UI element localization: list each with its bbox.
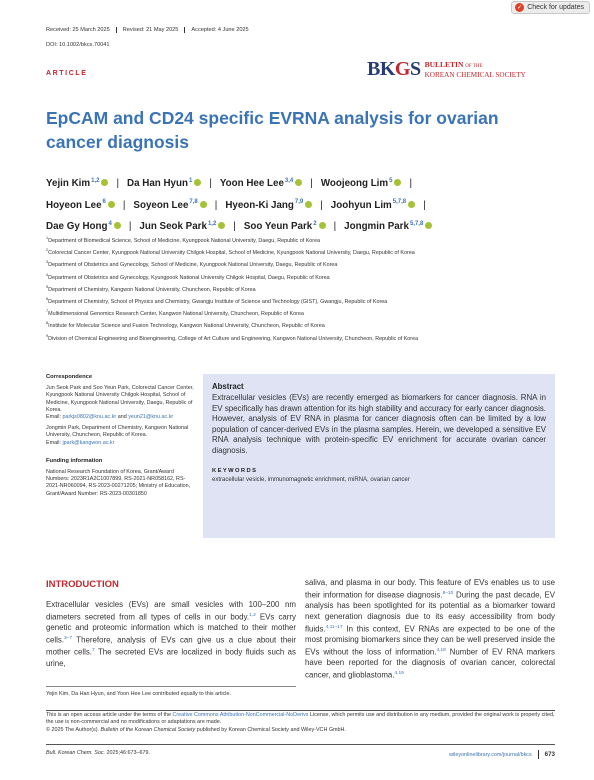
affiliation-item: $^3$Department of Obstetrics and Gynecology, School of Medicine, Kyungpook National University, Daegu, Republic of Korea <box>46 260 338 269</box>
article-title: EpCAM and CD24 specific EVRNA analysis for ovarian cancer diagnosis <box>46 108 499 152</box>
affiliation-list <box>46 236 556 346</box>
affiliation-item: $^9$Division of Chemical Engineering and Bioengineering, College of Art Culture and Engineering, Kangwon National University, Chuncheon, Republic of Korea <box>46 333 419 342</box>
page-divider <box>538 750 539 759</box>
author <box>244 221 326 232</box>
author-affiliation-ref: 3,4 <box>284 178 294 184</box>
author-name: Hyeon-Ki Jang <box>225 199 294 211</box>
correspondence-heading: Correspondence <box>46 374 93 380</box>
author-affiliation-ref: 4 <box>108 220 112 227</box>
orcid-icon[interactable] <box>101 179 108 186</box>
check-updates-icon: ✓ <box>517 5 523 11</box>
author-separator: | <box>423 199 426 211</box>
journal-citation-name: Bull. Korean Chem. Soc. <box>46 750 106 756</box>
email-link-3[interactable]: jpark@kangwon.ac.kr <box>62 439 115 446</box>
keywords-heading: KEYWORDS <box>212 467 258 474</box>
author <box>220 178 302 189</box>
author-name: Woojeong Lim <box>320 178 389 190</box>
orcid-icon[interactable] <box>305 201 312 208</box>
author-affiliation-ref: 5,7,8 <box>392 199 407 206</box>
page-number: 673 <box>544 751 555 758</box>
affiliation-item: $^5$Department of Chemistry, Kangwon National University, Chuncheon, Republic of Korea <box>46 284 256 293</box>
journal-logo <box>367 58 526 81</box>
contribution-footnote: Yejin Kim, Da Han Hyun, and Yoon Hee Lee contributed equally to this article. <box>46 686 296 697</box>
author-separator: | <box>122 199 126 211</box>
author-affiliation-ref: 5,7,8 <box>409 220 424 227</box>
email-link-1[interactable]: parkjs0802@knu.ac.kr <box>62 414 117 421</box>
author <box>127 178 201 189</box>
author-name: Soyeon Lee <box>133 199 189 211</box>
article-dates <box>46 27 261 33</box>
author <box>46 200 115 211</box>
journal-citation: 2025;46:673–679. <box>105 750 150 756</box>
orcid-icon[interactable] <box>194 179 201 186</box>
orcid-icon[interactable] <box>394 179 401 186</box>
author-name: Dae Gy Hong <box>46 220 108 232</box>
author-name: Hoyeon Lee <box>46 199 102 211</box>
affiliation-item: $^7$Multidimensional Genomics Research Center, Kangwon National University, Chuncheon, Republic of Korea <box>46 309 304 317</box>
author-name: Yoon Hee Lee <box>219 178 284 190</box>
funding-text: National Research Foundation of Korea, Grant/Award Numbers: 2023R1A2C1007899, RS-2021-NR058162, RS-2021-NR060094, RS-2023-00271205; Ministry of Education, Grant/Award Number: RS-2023-00301850 <box>46 469 191 497</box>
email-link-2[interactable]: yeun21@knu.ac.kr <box>128 414 174 421</box>
author-separator: | <box>409 178 413 190</box>
orcid-icon[interactable] <box>218 222 225 229</box>
author-separator: | <box>333 220 337 232</box>
orcid-icon[interactable] <box>200 201 207 208</box>
author <box>139 221 225 232</box>
orcid-icon[interactable] <box>319 222 326 229</box>
author-name: Yejin Kim <box>46 178 91 190</box>
author-affiliation-ref: 1 <box>188 178 193 184</box>
author-name: Da Han Hyun <box>127 178 188 190</box>
author-separator: | <box>128 220 132 232</box>
date-received: Received: 25 March 2025 <box>46 27 117 33</box>
affiliation-item: $^4$Department of Obstetrics and Gynecology, Kyungpook National University Chilgok Hospital, Daegu, Republic of Korea <box>46 272 330 281</box>
correspondence-block-2: Jongmin Park, Department of Chemistry, Kangwon National University, Chuncheon, Republic of Korea. Email: jpark@kangwon.ac.kr <box>46 425 189 446</box>
author-separator: | <box>310 178 313 190</box>
intro-column-2: saliva, and plasma in our body. This feature of EVs enables us to use their information for disease diagnosis.$^{8-10}$ During the past decade, EV analysis has been spotlighted for its potential as a biomarker toward next generation diagnosis due to its easy accessibility from body fluids.$^{4,11-17}$ In this context, EV RNAs are expected to be one of the most promising biomarkers since they can be well preserved inside the EVs without the loss of information.$^{4,18}$ Number of EV RNA markers have been reported for the diagnosis of ovarian cancer, colorectal cancer, and glioblastoma.$^{4,19}$ <box>305 578 556 680</box>
author-affiliation-ref: 6 <box>102 199 106 206</box>
author-separator: | <box>233 220 236 232</box>
logo-text: BULLETIN OF THE KOREAN CHEMICAL SOCIETY <box>424 59 526 79</box>
abstract-box <box>203 374 555 538</box>
date-accepted: Accepted: 4 June 2025 <box>191 27 249 33</box>
author-list <box>46 172 546 236</box>
author <box>344 221 432 232</box>
orcid-icon[interactable] <box>425 222 432 229</box>
abstract-text: Extracellular vesicles (EVs) are recently emerged as biomarkers for cancer diagnosis. RNA in EV specifically has drawn attention for its high stability and accuracy for early cancer diagnosis. However, analysis of EV RNA in plasma for cancer diagnosis often can be limited by a low population of cancer-derived EVs in the plasma samples. Herein, we developed a sensitive EV RNA analysis technique with protein-specific EV enrichment for accurate ovarian cancer diagnosis. <box>212 393 546 455</box>
author-separator: | <box>320 199 323 211</box>
correspondence-block-1: Jun Seok Park and Soo Yeun Park, Colorectal Cancer Center, Kyungpook National University Chilgok Hospital, School of Medicine, Kyungpook National University, Daegu, Republic of Korea. Email: parkjs0802@knu.ac.kr and yeun21@knu.ac.kr <box>46 385 194 421</box>
author-name: Soo Yeun Park <box>243 220 313 232</box>
section-label: ARTICLE <box>46 70 88 77</box>
author <box>133 200 206 211</box>
page-footer <box>46 750 555 756</box>
introduction-heading: INTRODUCTION <box>46 579 119 590</box>
author <box>46 221 121 232</box>
author-name: Jun Seok Park <box>139 220 207 232</box>
affiliation-item: $^2$Colorectal Cancer Center, Kyungpook National University Chilgok Hospital, School of Medicine, Kyungpook National University, Daegu, Republic of Korea <box>46 248 415 256</box>
author-affiliation-ref: 1,2 <box>91 178 100 184</box>
license-divider <box>46 710 555 711</box>
author-name: Jongmin Park <box>344 220 409 232</box>
journal-url-link[interactable]: wileyonlinelibrary.com/journal/bkcs <box>449 751 532 758</box>
check-updates-label: Check for updates <box>527 4 584 11</box>
doi: DOI: 10.1002/bkcs.70041 <box>46 42 110 48</box>
author-separator: | <box>116 178 119 190</box>
author-affiliation-ref: 1,2 <box>207 220 217 227</box>
date-revised: Revised: 21 May 2025 <box>123 27 186 33</box>
orcid-icon[interactable] <box>108 201 115 208</box>
check-for-updates-button[interactable] <box>511 1 590 14</box>
affiliation-item: $^8$Institute for Molecular Science and Fusion Technology, Kangwon National University, Chuncheon, Republic of Korea <box>46 321 325 330</box>
affiliation-item: $^6$Department of Chemistry, School of Physics and Chemistry, Gwangju Institute of Science and Technology (GIST), Gwangju, Republic of Korea <box>46 296 388 305</box>
license-link[interactable]: Creative Commons Attribution-NonCommercial-NoDerivs <box>172 712 309 718</box>
author <box>321 178 402 189</box>
author <box>225 200 312 211</box>
author-separator: | <box>209 178 212 190</box>
intro-column-1: Extracellular vesicles (EVs) are small vesicles with 100–200 nm diameters secreted from all types of cells in our body.$^{1,2}$ EVs carry genetic and proteomic information which is matched to their mother cells.$^{3-7}$ Therefore, analysis of EVs can give us a clue about their mother cells.$^7$ The secreted EVs are localized in body fluids such as urine, <box>46 600 296 668</box>
affiliation-item: $^1$Department of Biomedical Science, School of Medicine, Kyungpook National University, Daegu, Republic of Korea <box>46 236 321 244</box>
sidebar-info <box>46 374 196 502</box>
author-affiliation-ref: 5 <box>389 178 393 184</box>
abstract-heading: Abstract <box>212 382 244 391</box>
license-notice: This is an open access article under the terms of the Creative Commons Attribution-NonCommercial-NoDerivs License, which permits use and distribution in any medium, provided the original work is properly cited, the use is non-commercial and no modifications or adaptations are made. © 2025 The Author(s). Bulletin of the Korean Chemical Society published by Korean Chemical Society and Wiley-VCH GmbH. <box>46 712 555 733</box>
logo-mark: BKGS <box>367 58 421 80</box>
author-affiliation-ref: 2 <box>313 220 317 227</box>
orcid-icon[interactable] <box>114 222 121 229</box>
footer-divider <box>46 744 555 745</box>
author <box>46 178 108 189</box>
orcid-icon[interactable] <box>295 179 302 186</box>
author-affiliation-ref: 7,8 <box>189 199 198 206</box>
funding-heading: Funding information <box>46 457 103 464</box>
author-separator: | <box>214 199 218 211</box>
orcid-icon[interactable] <box>408 201 415 208</box>
keywords-text: extracellular vesicle, immunomagnetic enrichment, miRNA, ovarian cancer <box>212 476 410 483</box>
author-name: Joohyun Lim <box>330 199 392 211</box>
author-affiliation-ref: 7,9 <box>294 199 304 206</box>
author <box>331 200 415 211</box>
